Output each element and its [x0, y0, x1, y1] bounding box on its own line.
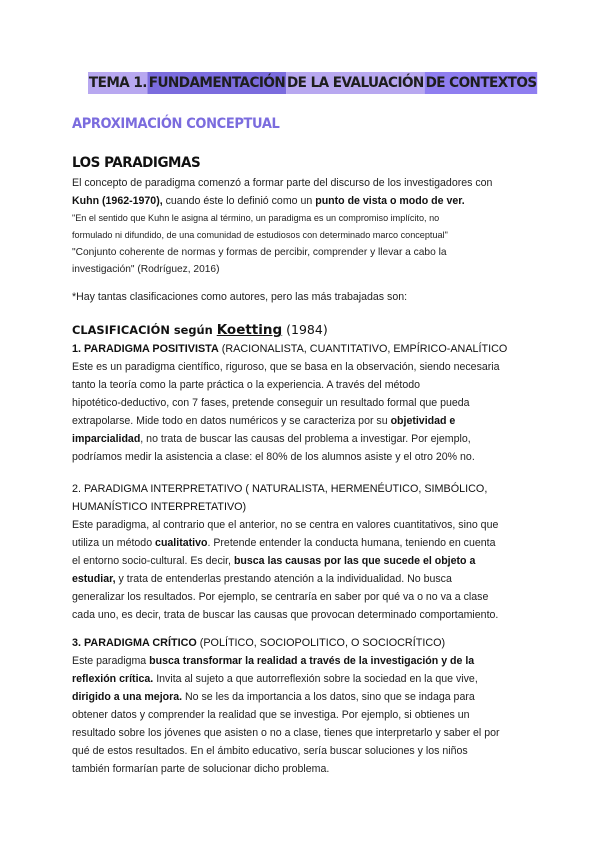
intro-line: Kuhn (1962-1970), cuando éste lo definió como un punto de vista o modo de ver. — [72, 195, 465, 207]
paragraph-line: Este paradigma, al contrario que el anterior, no se centra en valores cuantitativos, sino que — [72, 519, 499, 531]
paradigms-heading: LOS PARADIGMAS — [72, 155, 201, 171]
paragraph-line: obtener datos y comprender la realidad que se investiga. Por ejemplo, si obtienes un — [72, 709, 470, 721]
paradigm-title: HUMANÍSTICO INTERPRETATIVO) — [72, 501, 247, 513]
intro-line: El concepto de paradigma comenzó a formar parte del discurso de los investigadores con — [72, 177, 493, 189]
paragraph-line: cada uno, es decir, trata de buscar las causas que provocan determinado comportamiento. — [72, 609, 499, 621]
paragraph-line: resultado sobre los jóvenes que asisten o no a clase, tienes que interpretarlo y saber el por — [72, 727, 500, 739]
section-title: APROXIMACIÓN CONCEPTUAL — [72, 116, 280, 132]
paradigm-positivista — [72, 340, 532, 466]
paragraph-line: Este es un paradigma científico, riguroso, que se basa en la observación, siendo necesaria — [72, 361, 500, 373]
paradigm-interpretativo — [72, 480, 532, 624]
paragraph-line: extrapolarse. Mide todo en datos numéricos y se caracteriza por su objetividad e — [72, 415, 456, 427]
quote-line: "En el sentido que Kuhn le asigna al término, un paradigma es un compromiso implícito, no — [72, 213, 440, 223]
paragraph-line: generalizar los resultados. Por ejemplo, se centraría en saber por qué va o no va a clase — [72, 591, 489, 603]
paragraph-line: reflexión crítica. Invita al sujeto a que autorreflexión sobre la sociedad en la que vive, — [72, 673, 478, 685]
title-part-tema: TEMA 1. — [88, 72, 148, 94]
paragraph-line: también formarían parte de solucionar dicho problema. — [72, 763, 330, 775]
intro-paragraph — [72, 174, 532, 278]
paradigm-title: 3. PARADIGMA CRÍTICO (POLÍTICO, SOCIOPOLITICO, O SOCIOCRÍTICO) — [72, 637, 446, 649]
page-title — [88, 72, 538, 94]
paragraph-line: tanto la teoría como la parte práctica o la experiencia. A través del método — [72, 379, 421, 391]
paragraph-line: Este paradigma busca transformar la realidad a través de la investigación y de la — [72, 655, 475, 667]
classification-label: CLASIFICACIÓN según — [72, 323, 217, 337]
paragraph-line: podríamos medir la asistencia a clase: el 80% de los alumnos asiste y el otro 20% no. — [72, 451, 475, 463]
paragraph-line: utiliza un método cualitativo. Pretende entender la conducta humana, teniendo en cuenta — [72, 537, 496, 549]
paradigm-title: 1. PARADIGMA POSITIVISTA (RACIONALISTA, CUANTITATIVO, EMPÍRICO-ANALÍTICO — [72, 343, 508, 355]
classification-heading — [72, 322, 328, 338]
title-part-fundamentacion: FUNDAMENTACIÓN — [148, 72, 286, 94]
title-part-contextos: DE CONTEXTOS — [425, 72, 538, 94]
paragraph-line: imparcialidad, no trata de buscar las causas del problema a investigar. Por ejemplo, — [72, 433, 471, 445]
classification-year: (1984) — [282, 322, 328, 337]
paragraph-line: qué de estos resultados. En el ámbito educativo, sería buscar soluciones y los niños — [72, 745, 468, 757]
paragraph-line: dirigido a una mejora. No se les da importancia a los datos, sino que se indaga para — [72, 691, 475, 703]
paradigm-title: 2. PARADIGMA INTERPRETATIVO ( NATURALISTA, HERMENÉUTICO, SIMBÓLICO, — [72, 483, 488, 495]
quote-line: investigación" (Rodríguez, 2016) — [72, 264, 220, 275]
quote-line: "Conjunto coherente de normas y formas de percibir, comprender y llevar a cabo la — [72, 247, 447, 258]
quote-line: formulado ni difundido, de una comunidad de estudiosos con determinado marco conceptual" — [72, 230, 448, 240]
classification-note: *Hay tantas clasificaciones como autores, pero las más trabajadas son: — [72, 291, 408, 303]
paragraph-line: el entorno socio-cultural. Es decir, busca las causas por las que sucede el objeto a — [72, 555, 476, 567]
title-part-evaluacion: DE LA EVALUACIÓN — [286, 72, 425, 94]
paragraph-line: hipotético-deductivo, con 7 fases, pretende conseguir un resultado formal que pueda — [72, 397, 470, 409]
paradigm-critico — [72, 634, 532, 778]
paragraph-line: estudiar, y trata de entenderlas prestando atención a la individualidad. No busca — [72, 573, 452, 585]
classification-author: Koetting — [216, 322, 283, 338]
